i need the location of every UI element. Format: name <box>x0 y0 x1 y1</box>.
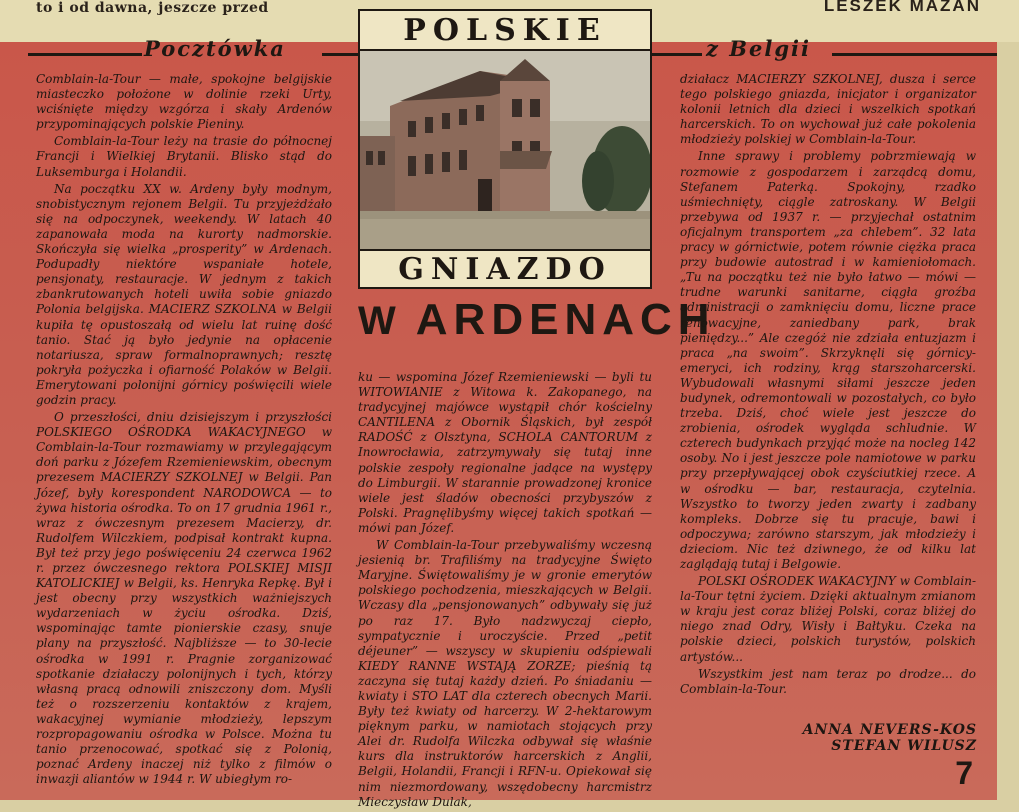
title-ardenach-word: ARDENACH <box>415 295 716 344</box>
rule-left <box>28 53 142 56</box>
author-header: LESZEK MAZAN <box>823 0 981 15</box>
article-column-2 <box>358 370 652 812</box>
page-edge <box>997 42 1019 800</box>
building-photo-svg <box>360 51 650 249</box>
author-signature <box>803 722 977 754</box>
title-polskie: POLSKIE <box>358 9 652 51</box>
paragraph: Comblain-la-Tour — małe, spokojne belgijskie miasteczko położone w dolinie rzeki Urty, wciśnięte między wzgórza i skały Ardenów przypominających polskie Pieniny. <box>36 72 332 132</box>
rule-right-2 <box>832 53 997 56</box>
building-photo <box>358 51 652 249</box>
author-2: STEFAN WILUSZ <box>831 738 977 754</box>
page-number: 7 <box>955 755 973 791</box>
title-gniazdo: GNIAZDO <box>358 249 652 289</box>
paragraph: Na początku XX w. Ardeny były modnym, snobistycznym rejonem Belgii. Tu przyjeżdżało się na odpoczynek, weekendy. W latach 40 zapanowała moda na kurorty nadmorskie. Skończyła się wielka „prosperity” w Ardenach. Podupadły niektóre wspaniałe hotele, pensjonaty, restauracje. W jednym z takich zbankrutowanych hoteli uwiła sobie gniazdo Polonia belgijska. MACIERZ SZKOLNA w Belgii kupiła tę opustoszałą od wielu lat ruinę dość tanio. Stać ją było jedynie na opłacenie notariusza, spraw formalnoprawnych; resztę pokryła pożyczka i ofiarność Polaków w Belgii. Emerytowani polonijni górnicy poświęcili wiele godzin pracy. <box>36 181 332 407</box>
paragraph: Wszystkim jest nam teraz po drodze... do Comblain-la-Tour. <box>680 666 976 696</box>
article-column-1 <box>36 72 332 789</box>
paragraph: ku — wspomina Józef Rzemieniewski — byli tu WITOWIANIE z Witowa k. Zakopanego, na tradycyjnej majówce wystąpił chór kościelny CANTILENA z Obornik Śląskich, był zespół RADOŚĆ z Olsztyna, SCHOLA CANTORUM z Inowrocławia, zatrzymywały się tutaj inne polskie zespoły regionalne jadące na występy do Limburgii. W starannie prowadzonej kronice wiele jest śladów obecności przybyszów z Polski. Pragnęlibyśmy więcej takich spotkań — mówi pan Józef. <box>358 370 652 535</box>
paragraph: Comblain-la-Tour leży na trasie do północnej Francji i Wielkiej Brytanii. Blisko stąd do Luksemburga i Holandii. <box>36 134 332 179</box>
script-title-right: z Belgii <box>706 36 811 61</box>
title-ardenach <box>358 295 716 345</box>
paragraph: W Comblain-la-Tour przebywaliśmy wczesną jesienią br. Trafiliśmy na tradycyjne Święto Maryjne. Świętowaliśmy je w gronie emerytów polskiego pochodzenia, mieszkających w Belgii. Wczasy dla „pensjonowanych” odbywały się już po raz 17. Było nadzwyczaj ciepło, sympatycznie i uroczyście. Przed „petit déjeuner” — wszyscy w skupieniu odśpiewali KIEDY RANNE WSTAJĄ ZORZE; pieśnią tą zaczyna się tutaj każdy dzień. Po śniadaniu — kwiaty i STO LAT dla czterech obecnych Marii. Były też kwiaty od harcerzy. W 2-hektarowym pięknym parku, w namiotach stojących przy Alei dr. Rudolfa Wilczka odbywał się właśnie kurs dla instruktorów harcerskich z Anglii, Belgii, Holandii, Francji i RFN-u. Opiekował się nim niezmordowany, wszędobecny harcmistrz Mieczysław Dulak, <box>358 538 652 809</box>
rule-right <box>652 53 702 56</box>
rule-left-2 <box>322 53 358 56</box>
paragraph: O przeszłości, dniu dzisiejszym i przyszłości POLSKIEGO OŚRODKA WAKACYJNEGO w Comblain-la-Tour rozmawiamy w przylegającym doń parku z Józefem Rzemieniewskim, obecnym prezesem MACIERZY SZKOLNEJ w Belgii. Pan Józef, były korespondent NARODOWCA — to żywa historia ośrodka. To on 17 grudnia 1961 r., wraz z ówczesnym prezesem Macierzy, dr. Rudolfem Wilczkiem, podpisał kontrakt kupna. Był też przy jego poświęceniu 24 czerwca 1962 r. przez ówczesnego rektora POLSKIEJ MISJI KATOLICKIEJ w Belgii, ks. Henryka Repkę. Był i jest obecny przy wszystkich ważniejszych wydarzeniach w życiu ośrodka. Dziś, wspominając tamte pionierskie czasy, snuje plany na przyszłość. Najbliższe — to 30-lecie ośrodka w 1991 r. Pragnie zorganizować spotkanie działaczy polonijnych i tych, którzy własną pracą odnowili zniszczony dom. Myśli też o rozszerzeniu kontaktów z krajem, wakacyjnej wymianie młodzieży, lepszym rozpropagowaniu ośrodka w Polsce. Można tu tanio przenocować, spotkać się z Polonią, poznać Ardeny inaczej niż tylko z filmów o inwazji aliantów w 1944 r. W ubiegłym ro- <box>36 410 332 787</box>
article-column-3 <box>680 72 976 699</box>
running-text-top-left: to i od dawna, jeszcze przed <box>36 0 269 16</box>
title-w: W <box>358 299 402 343</box>
script-title-left: Pocztówka <box>144 36 286 61</box>
paragraph: działacz MACIERZY SZKOLNEJ, dusza i serce tego polskiego gniazda, inicjator i organizator kolonii letnich dla dzieci i wszelkich spotkań harcerskich. To on wychował już całe pokolenia młodzieży polskiej w Comblain-la-Tour. <box>680 72 976 147</box>
paragraph: Inne sprawy i problemy pobrzmiewają w rozmowie z gospodarzem i zarządcą domu, Stefanem Paterką. Spokojny, rzadko uśmiechnięty, ciągle zatroskany. W Belgii przebywa od 1937 r. — przyjechał ostatnim oficjalnym transportem „za chlebem”. 32 lata pracy w górnictwie, potem równie ciężka praca przy budowie autostrad i w kamieniołomach. „Tu na początku też nie było łatwo — mówi — trudne warunki sanitarne, ciągła groźba administracji o zamknięciu domu, liczne prace renowacyjne, zaniedbany park, brak pieniędzy...” Ale czegóż nie zdziała entuzjazm i praca „na swoim”. Skrzyknęli się górnicy-emeryci, ich rodziny, krąg starszoharcerski. Wybudowali własnymi siłami jeszcze jeden budynek, odremontowali w pozostałych, co było trzeba. Dziś, choć wiele jest jeszcze do zrobienia, ośrodek wygląda schludnie. W czterech budynkach przyjąć może na nocleg 142 osoby. No i jest jeszcze pole namiotowe w parku przy przepływającej obok czyściutkiej rzece. A w ośrodku — bar, restauracja, czytelnia. Wszystko to tworzy jeden zwarty i zadbany kompleks. Dobrze się tu pracuje, bawi i odpoczywa; zarówno starszym, jak młodzieży i dzieciom. Nic też dziwnego, że od kilku lat zaglądają tutaj i Belgowie. <box>680 149 976 571</box>
author-1: ANNA NEVERS-KOS <box>802 722 977 738</box>
paragraph: POLSKI OŚRODEK WAKACYJNY w Comblain-la-Tour tętni życiem. Dzięki aktualnym zmianom w kraju jest coraz bliżej Polski, coraz bliżej do niego znad Odry, Wisły i Bałtyku. Czeka na polskie dzieci, polskich turystów, polskich artystów... <box>680 574 976 664</box>
